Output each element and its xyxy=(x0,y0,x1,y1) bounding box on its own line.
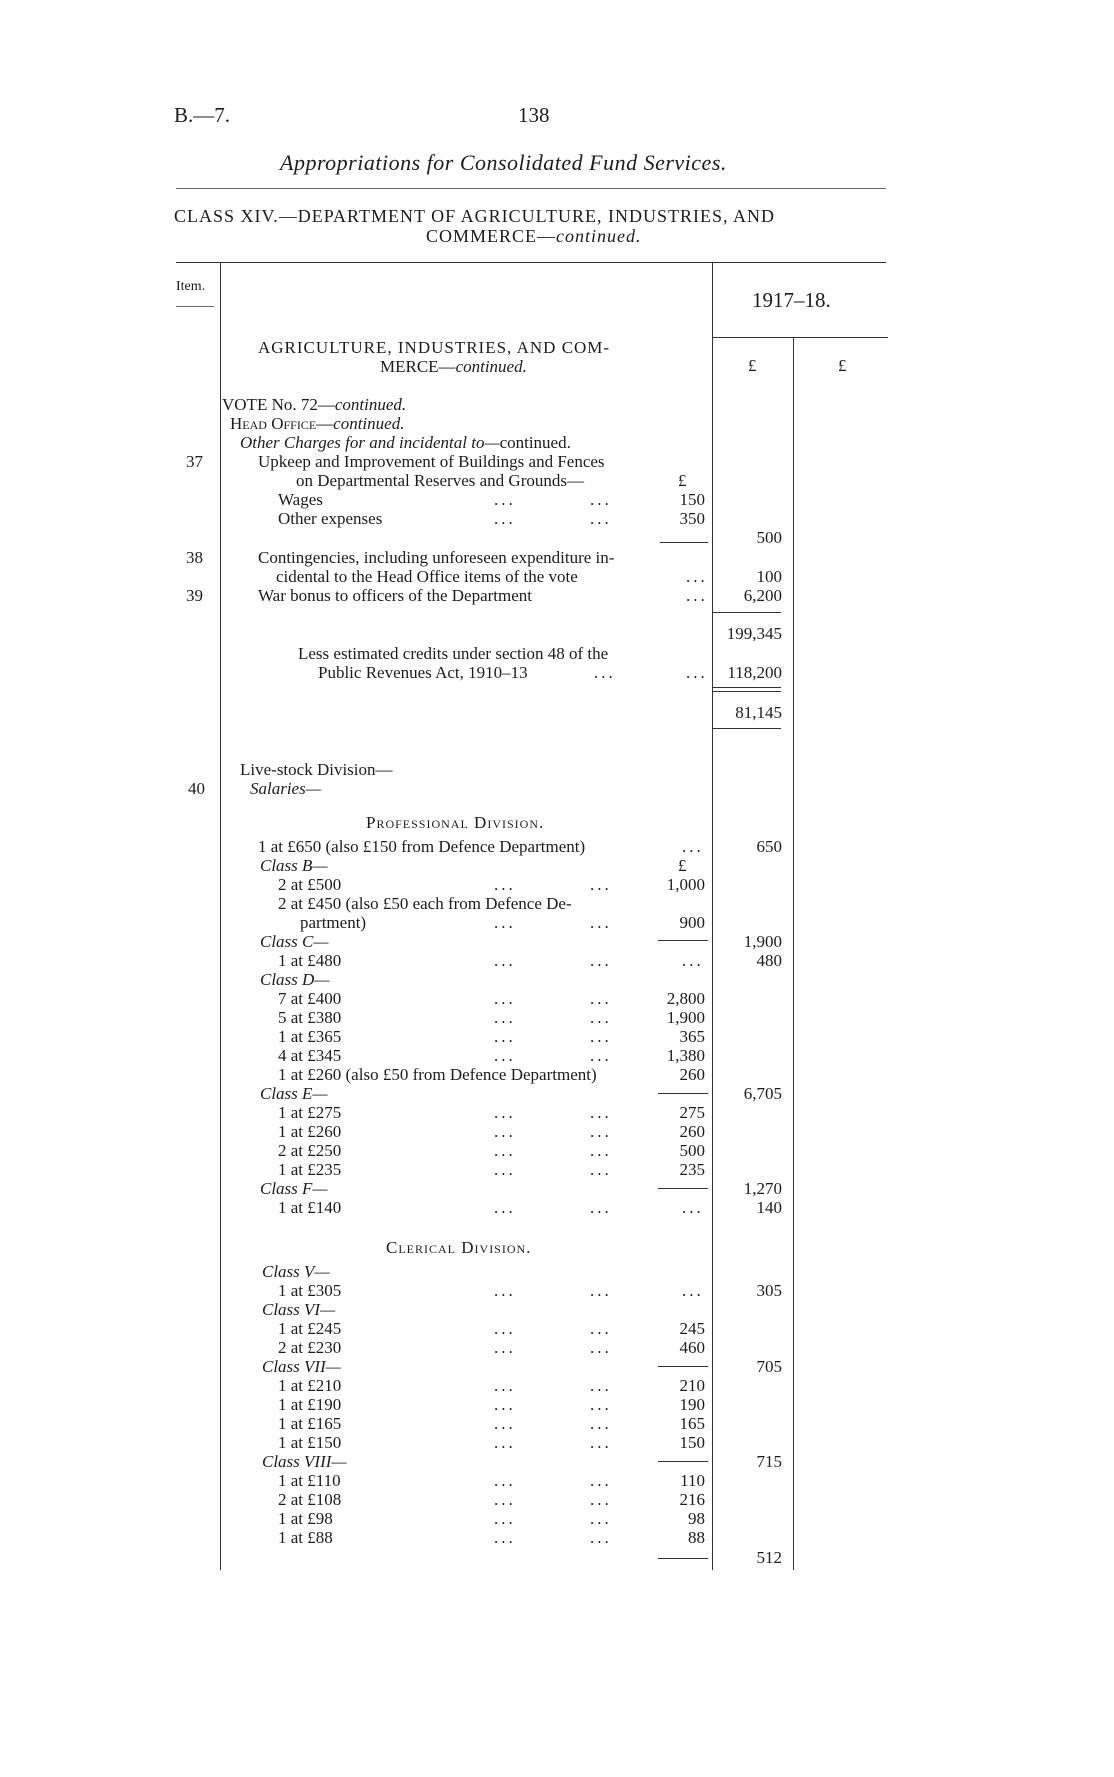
sum-rule xyxy=(658,1366,708,1367)
viii4-value: 88 xyxy=(688,1528,705,1547)
leader-dots: ... xyxy=(590,1338,612,1357)
vi2-value: 460 xyxy=(679,1338,705,1357)
salaries-heading: Salaries— xyxy=(250,779,321,798)
leader-dots: ... xyxy=(682,1198,704,1217)
c1-label: 1 at £480 xyxy=(278,951,342,970)
section-title-line1: AGRICULTURE, INDUSTRIES, AND COM- xyxy=(258,338,611,357)
sum-rule xyxy=(658,1461,708,1462)
r1-label: 1 at £650 (also £150 from Defence Department) xyxy=(258,837,586,856)
leader-dots: ... xyxy=(590,1490,612,1509)
class-b-heading: Class B— xyxy=(260,856,328,875)
amount-subcolumn-rule xyxy=(793,338,794,1570)
class-heading-line1: CLASS XIV.—DEPARTMENT OF AGRICULTURE, INDUSTRIES, AND xyxy=(174,206,775,226)
leader-dots: ... xyxy=(494,509,516,528)
e4-label: 1 at £235 xyxy=(278,1160,342,1179)
class-viii-total: 512 xyxy=(756,1548,782,1567)
less-credits-line2: Public Revenues Act, 1910–13 xyxy=(318,663,528,682)
vii3-label: 1 at £165 xyxy=(278,1414,342,1433)
item-38-description: Contingencies, including unforeseen expenditure in- xyxy=(258,548,615,567)
d4-label: 4 at £345 xyxy=(278,1046,342,1065)
viii1-value: 110 xyxy=(680,1471,705,1490)
b2-label: 2 at £450 (also £50 each from Defence De- xyxy=(278,894,572,913)
leader-dots: ... xyxy=(686,567,708,586)
d3-label: 1 at £365 xyxy=(278,1027,342,1046)
sum-rule xyxy=(660,542,708,543)
e3-label: 2 at £250 xyxy=(278,1141,342,1160)
leader-dots: ... xyxy=(590,1281,612,1300)
pound-sign-col1: £ xyxy=(748,356,757,375)
item-39-description: War bonus to officers of the Department xyxy=(258,586,533,605)
section-title-line2: MERCE—continued. xyxy=(380,357,527,376)
item-37-pound: £ xyxy=(678,471,687,490)
leader-dots: ... xyxy=(590,490,612,509)
livestock-division-heading: Live-stock Division— xyxy=(240,760,393,779)
leader-dots: ... xyxy=(494,1490,516,1509)
vii1-value: 210 xyxy=(679,1376,705,1395)
class-heading-line2: COMMERCE—continued. xyxy=(426,226,642,246)
table-top-rule xyxy=(176,262,886,263)
leader-dots: ... xyxy=(494,1046,516,1065)
vi1-label: 1 at £245 xyxy=(278,1319,342,1338)
class-c-heading: Class C— xyxy=(260,932,329,951)
leader-dots: ... xyxy=(594,663,616,682)
class-vii-total: 715 xyxy=(756,1452,782,1471)
class-b-pound: £ xyxy=(678,856,687,875)
leader-dots: ... xyxy=(590,1008,612,1027)
vii1-label: 1 at £210 xyxy=(278,1376,342,1395)
leader-dots: ... xyxy=(590,509,612,528)
other-charges-heading: Other Charges for and incidental to—continued. xyxy=(240,433,571,452)
class-d-heading: Class D— xyxy=(260,970,330,989)
net-rule-top2 xyxy=(713,691,781,692)
class-e-total: 1,270 xyxy=(743,1179,782,1198)
leader-dots: ... xyxy=(494,1281,516,1300)
amount-column-rule xyxy=(712,262,713,1570)
leader-dots: ... xyxy=(494,1319,516,1338)
e4-value: 235 xyxy=(679,1160,705,1179)
leader-dots: ... xyxy=(494,1509,516,1528)
item-37-total: 500 xyxy=(756,528,782,547)
vote-heading: VOTE No. 72—continued. xyxy=(222,395,407,414)
item-38-total: 100 xyxy=(756,567,782,586)
v1-label: 1 at £305 xyxy=(278,1281,342,1300)
r1-total: 650 xyxy=(756,837,782,856)
e3-value: 500 xyxy=(679,1141,705,1160)
leader-dots: ... xyxy=(590,1433,612,1452)
item-38-description-cont: cidental to the Head Office items of the vote xyxy=(276,567,578,586)
leader-dots: ... xyxy=(590,1103,612,1122)
f1-total: 140 xyxy=(756,1198,782,1217)
professional-division-heading: Professional Division. xyxy=(366,813,545,832)
e1-value: 275 xyxy=(679,1103,705,1122)
leader-dots: ... xyxy=(494,1471,516,1490)
d1-value: 2,800 xyxy=(666,989,705,1008)
clerical-division-heading: Clerical Division. xyxy=(386,1238,532,1257)
leader-dots: ... xyxy=(494,1198,516,1217)
c1-total: 480 xyxy=(756,951,782,970)
leader-dots: ... xyxy=(590,1198,612,1217)
d3-value: 365 xyxy=(679,1027,705,1046)
f1-label: 1 at £140 xyxy=(278,1198,342,1217)
net-total: 81,145 xyxy=(735,703,782,722)
item-39-total: 6,200 xyxy=(743,586,782,605)
viii2-value: 216 xyxy=(679,1490,705,1509)
leader-dots: ... xyxy=(494,1376,516,1395)
vi1-value: 245 xyxy=(679,1319,705,1338)
d2-value: 1,900 xyxy=(666,1008,705,1027)
leader-dots: ... xyxy=(494,1395,516,1414)
leader-dots: ... xyxy=(590,1471,612,1490)
leader-dots: ... xyxy=(494,1414,516,1433)
item-header-rule xyxy=(176,306,214,307)
leader-dots: ... xyxy=(494,913,516,932)
leader-dots: ... xyxy=(590,1376,612,1395)
other-expenses-label: Other expenses xyxy=(278,509,383,528)
net-rule-top xyxy=(713,687,781,688)
leader-dots: ... xyxy=(590,1509,612,1528)
class-v-heading: Class V— xyxy=(262,1262,330,1281)
leader-dots: ... xyxy=(494,875,516,894)
year-column-header: 1917–18. xyxy=(752,288,831,312)
viii3-label: 1 at £98 xyxy=(278,1509,333,1528)
item-number-38: 38 xyxy=(186,548,203,567)
class-vii-heading: Class VII— xyxy=(262,1357,341,1376)
e2-label: 1 at £260 xyxy=(278,1122,342,1141)
leader-dots: ... xyxy=(590,1528,612,1547)
leader-dots: ... xyxy=(590,913,612,932)
leader-dots: ... xyxy=(494,1103,516,1122)
sum-rule xyxy=(658,1188,708,1189)
viii1-label: 1 at £110 xyxy=(278,1471,341,1490)
subtotal-rule xyxy=(713,612,781,613)
page-number: 138 xyxy=(518,103,550,127)
item-37-description: Upkeep and Improvement of Buildings and Fences xyxy=(258,452,605,471)
leader-dots: ... xyxy=(590,1027,612,1046)
d5-value: 260 xyxy=(679,1065,705,1084)
vi2-label: 2 at £230 xyxy=(278,1338,342,1357)
b1-label: 2 at £500 xyxy=(278,875,342,894)
vii4-label: 1 at £150 xyxy=(278,1433,342,1452)
viii3-value: 98 xyxy=(688,1509,705,1528)
b2-value: 900 xyxy=(679,913,705,932)
v1-total: 305 xyxy=(756,1281,782,1300)
item-number-40: 40 xyxy=(188,779,205,798)
leader-dots: ... xyxy=(494,1141,516,1160)
year-header-rule xyxy=(713,337,888,338)
leader-dots: ... xyxy=(590,951,612,970)
leader-dots: ... xyxy=(686,586,708,605)
leader-dots: ... xyxy=(494,1433,516,1452)
leader-dots: ... xyxy=(590,875,612,894)
d5-label: 1 at £260 (also £50 from Defence Department) xyxy=(278,1065,597,1084)
class-d-total: 6,705 xyxy=(743,1084,782,1103)
leader-dots: ... xyxy=(590,1395,612,1414)
leader-dots: ... xyxy=(494,1027,516,1046)
leader-dots: ... xyxy=(494,490,516,509)
leader-dots: ... xyxy=(682,837,704,856)
other-expenses-value: 350 xyxy=(679,509,705,528)
sum-rule xyxy=(658,1093,708,1094)
leader-dots: ... xyxy=(494,1338,516,1357)
leader-dots: ... xyxy=(494,989,516,1008)
leader-dots: ... xyxy=(590,1046,612,1065)
vii4-value: 150 xyxy=(679,1433,705,1452)
wages-value: 150 xyxy=(679,490,705,509)
class-viii-heading: Class VIII— xyxy=(262,1452,347,1471)
item-number-37: 37 xyxy=(186,452,203,471)
leader-dots: ... xyxy=(494,1528,516,1547)
class-vi-total: 705 xyxy=(756,1357,782,1376)
vii2-value: 190 xyxy=(679,1395,705,1414)
leader-dots: ... xyxy=(590,1160,612,1179)
net-rule-bottom xyxy=(713,728,781,729)
leader-dots: ... xyxy=(682,951,704,970)
leader-dots: ... xyxy=(494,1008,516,1027)
wages-label: Wages xyxy=(278,490,323,509)
subtotal-value: 199,345 xyxy=(726,624,782,643)
class-f-heading: Class F— xyxy=(260,1179,328,1198)
leader-dots: ... xyxy=(494,1160,516,1179)
less-credits-value: 118,200 xyxy=(727,663,782,682)
sum-rule xyxy=(658,940,708,941)
leader-dots: ... xyxy=(590,989,612,1008)
vii2-label: 1 at £190 xyxy=(278,1395,342,1414)
leader-dots: ... xyxy=(590,1414,612,1433)
d2-label: 5 at £380 xyxy=(278,1008,342,1027)
leader-dots: ... xyxy=(590,1141,612,1160)
leader-dots: ... xyxy=(494,951,516,970)
leader-dots: ... xyxy=(590,1122,612,1141)
b2-label-cont: partment) xyxy=(300,913,367,932)
sum-rule xyxy=(658,1558,708,1559)
d1-label: 7 at £400 xyxy=(278,989,342,1008)
pound-sign-col2: £ xyxy=(838,356,847,375)
item-column-rule xyxy=(220,262,221,1570)
b1-value: 1,000 xyxy=(666,875,705,894)
viii4-label: 1 at £88 xyxy=(278,1528,333,1547)
viii2-label: 2 at £108 xyxy=(278,1490,342,1509)
e1-label: 1 at £275 xyxy=(278,1103,342,1122)
leader-dots: ... xyxy=(590,1319,612,1338)
class-e-heading: Class E— xyxy=(260,1084,328,1103)
document-code: B.—7. xyxy=(174,103,231,127)
less-credits-line1: Less estimated credits under section 48 of the xyxy=(298,644,609,663)
leader-dots: ... xyxy=(494,1122,516,1141)
item-37-description-cont: on Departmental Reserves and Grounds— xyxy=(296,471,584,490)
title-rule xyxy=(176,188,886,189)
page-title: Appropriations for Consolidated Fund Services. xyxy=(280,150,727,175)
d4-value: 1,380 xyxy=(666,1046,705,1065)
item-number-39: 39 xyxy=(186,586,203,605)
e2-value: 260 xyxy=(679,1122,705,1141)
head-office-heading: Head Office—continued. xyxy=(230,414,405,433)
leader-dots: ... xyxy=(686,663,708,682)
class-b-total: 1,900 xyxy=(743,932,782,951)
item-column-header: Item. xyxy=(176,279,206,294)
leader-dots: ... xyxy=(682,1281,704,1300)
class-vi-heading: Class VI— xyxy=(262,1300,336,1319)
vii3-value: 165 xyxy=(679,1414,705,1433)
